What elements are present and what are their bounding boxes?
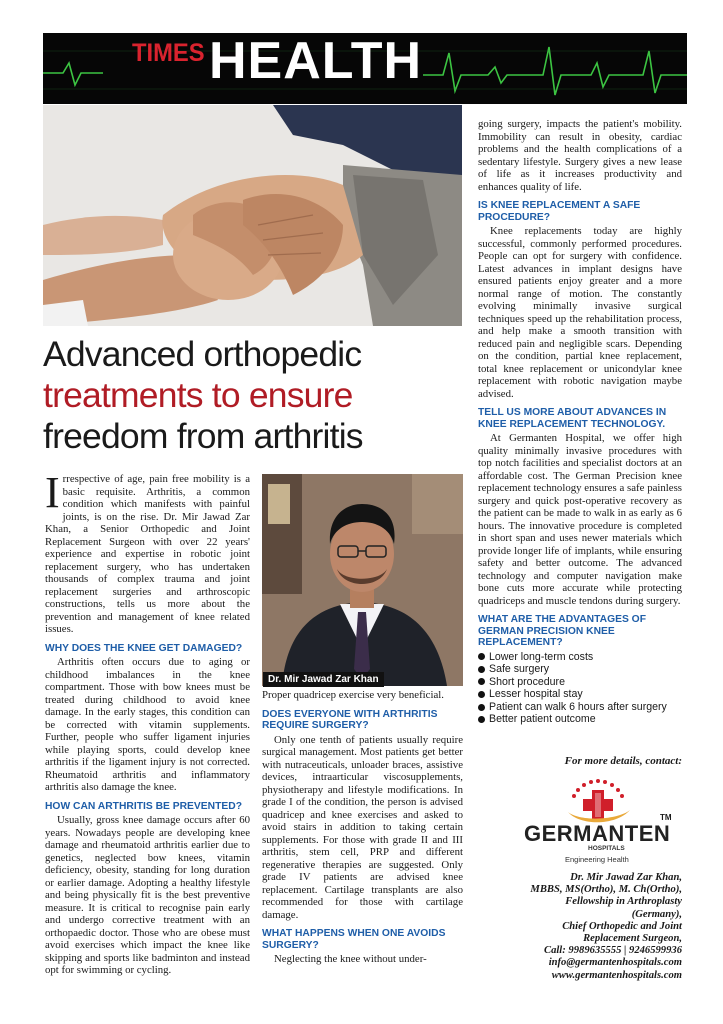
logo-tagline: Engineering Health: [565, 855, 629, 864]
list-item-text: Safe surgery: [489, 663, 550, 676]
paragraph-prevention: Usually, gross knee damage occurs after 60 years. Nowadays people are developing knee damage and rheumatoid arthritis earlier due to genetics, neglected bow knees, vitamin deficiency, obesity, standing for long duration or earlier damage. Adopting a healthy lifestyle and being physically fit is the best preventive measure. It is critical to recognise pain early and undergo corrective treatment with an orthopaedic doctor. Those who are obese must avoid exercises which impact the knee like skipping and sports like badminton and instead opt for swimming or cycling.: [45, 814, 250, 976]
intro-text: rrespective of age, pain free mobility is a basic requisite. Arthritis, a common condition which manifests with painful joints, is on the rise. Dr. Mir Jawad Zar Khan, a Senior Orthopedic and Joint Replacement Surgeon with over 22 years' experience and expertise in robotic joint replacement surgery, who has undertaken thousands of complex trauma and joint replacement surgeries and arthroscopic constructions, tells us more about the prevention and management of knee related issues.: [45, 473, 250, 635]
contact-line: Chief Orthopedic and Joint: [562, 920, 682, 932]
bullet-icon: [478, 653, 485, 660]
section-heading-advances: TELL US MORE ABOUT ADVANCES IN KNEE REPLACEMENT TECHNOLOGY.: [478, 407, 667, 430]
contact-line: Dr. Mir Jawad Zar Khan,: [570, 872, 682, 883]
photo-caption: Dr. Mir Jawad Zar Khan: [263, 672, 384, 687]
logo-subtitle: HOSPITALS: [588, 845, 625, 852]
doctor-photo: [262, 474, 463, 686]
paragraph-safe-procedure: Knee replacements today are highly successful, commonly performed procedures. People can opt for surgery with confidence. Latest advances in implant designs have ensured patients enjoy greater and a more normal range of motion. The constantly evolving minimally invasive surgical techniques speed up the rehabilitation process, and help make a smooth transition with reduced pain and negligible scars. Depending on the condition, partial knee replacement, total knee replacement or unicondylar knee replacement with robotic navigation maybe advised.: [478, 225, 682, 400]
section-heading-knee-damage: WHY DOES THE KNEE GET DAMAGED?: [45, 642, 243, 654]
bullet-icon: [478, 666, 485, 673]
masthead-banner: [43, 33, 687, 104]
list-item-text: Better patient outcome: [489, 713, 596, 726]
contact-line: (Germany),: [631, 908, 682, 920]
contact-phone: Call: 9989635555 | 9246599936: [544, 945, 682, 957]
contact-website: www.germantenhospitals.com: [551, 969, 682, 981]
section-heading-surgery-required: DOES EVERYONE WITH ARTHRITIS REQUIRE SURGERY?: [262, 708, 438, 731]
list-item: [478, 651, 682, 664]
paragraph-advances: At Germanten Hospital, we offer high quality minimally invasive procedures with top notch facilities and specialist doctors at an affordable cost. The German Precision knee replacement technology ensures a safe painless surgery and quick post-operative recovery as the patient can be made to walk in as early as 6 hours. The innovative procedure is completed in short span and uses newer materials which provide longer life of implants, while ensuring safety and better outcome. The advanced technology and computer navigation make bone cuts more accurate while protecting quadriceps and muscle tendons during surgery.: [478, 432, 682, 607]
masthead-times: TIMES: [132, 39, 205, 67]
column-3: [478, 118, 682, 726]
contact-heading: For more details, contact:: [564, 755, 682, 767]
bullet-icon: [478, 704, 485, 711]
headline-line-1: Advanced orthopedic: [43, 334, 362, 374]
section-heading-avoid-surgery: WHAT HAPPENS WHEN ONE AVOIDS SURGERY?: [262, 928, 446, 951]
list-item: [478, 688, 682, 701]
bullet-icon: [478, 691, 485, 698]
bullet-icon: [478, 716, 485, 723]
list-item-text: Patient can walk 6 hours after surgery: [489, 700, 667, 713]
contact-line: Fellowship in Arthroplasty: [565, 896, 682, 908]
doctor-portrait: [262, 474, 463, 686]
paragraph-avoid-surgery-continued: going surgery, impacts the patient's mobility. Immobility can result in obesity, cardiac problems and the health complications of a sedentary lifestyle. Surgery gives a new lease of life as it increases productivity and enhances quality of life.: [478, 118, 682, 193]
doctor-contact-block: [478, 872, 682, 982]
drop-cap: I: [45, 468, 60, 517]
list-item: [478, 663, 682, 676]
logo-wordmark: GERMANTEN: [524, 821, 671, 846]
list-item-text: Lesser hospital stay: [489, 688, 583, 701]
headline-line-3: freedom from arthritis: [43, 416, 363, 456]
paragraph-surgery-required: Only one tenth of patients usually require surgical management. Most patients get better with nutraceuticals, unloader braces, assistive devices, intraarticular viscosupplements, physiotherapy and lifestyle modifications. In grade I of the condition, the person is advised quadricep and knee exercises and asked to avoid stairs in addition to taking certain supplements. For those with grade II and III arthritis, stem cell, PRP and different regenerative therapies are suggested. Only grade IV patients are advised knee replacement. Cartilage transplants are also recommended for those with cartilage damage.: [262, 733, 463, 921]
contact-line: MBBS, MS(Ortho), M. Ch(Ortho),: [530, 884, 682, 896]
contact-email: info@germantenhospitals.com: [548, 957, 682, 969]
advantages-list: [478, 651, 682, 727]
contact-line: Replacement Surgeon,: [583, 933, 682, 945]
intro-paragraph: [45, 468, 250, 636]
bullet-icon: [478, 678, 485, 685]
masthead-health: HEALTH: [209, 33, 423, 90]
paragraph-avoid-surgery: Neglecting the knee without under-: [274, 953, 427, 965]
knee-illustration: [43, 105, 462, 326]
paragraph-knee-damage: Arthritis often occurs due to aging or childhood imbalances in the knee compartment. Those with bow knees must be treated during childhood to avoid knee damage. In the early stages, this condition can be corrected with vitamin supplements. Further, people who suffer ligament injuries while playing sports, could develop knee arthritis if the ligament injury is not corrected. Rheumatoid arthritis and inflammatory arthritis also damage the knee.: [45, 656, 250, 793]
logo-trademark: TM: [660, 813, 672, 822]
list-item-text: Short procedure: [489, 675, 565, 688]
section-heading-prevention: HOW CAN ARTHRITIS BE PREVENTED?: [45, 800, 242, 812]
column-1: [45, 468, 250, 977]
paragraph-quadricep-continued: Proper quadricep exercise very beneficial.: [262, 689, 444, 701]
list-item: [478, 713, 682, 726]
section-heading-advantages: WHAT ARE THE ADVANTAGES OF GERMAN PRECISION KNEE REPLACEMENT?: [478, 614, 646, 648]
headline-line-2: treatments to ensure: [43, 375, 353, 415]
hero-knee-photo: [43, 105, 462, 326]
list-item: [478, 701, 682, 714]
list-item: [478, 676, 682, 689]
section-heading-safe-procedure: IS KNEE REPLACEMENT A SAFE PROCEDURE?: [478, 200, 641, 223]
column-2: [262, 689, 463, 966]
article-headline: [43, 334, 463, 457]
list-item-text: Lower long-term costs: [489, 650, 594, 663]
